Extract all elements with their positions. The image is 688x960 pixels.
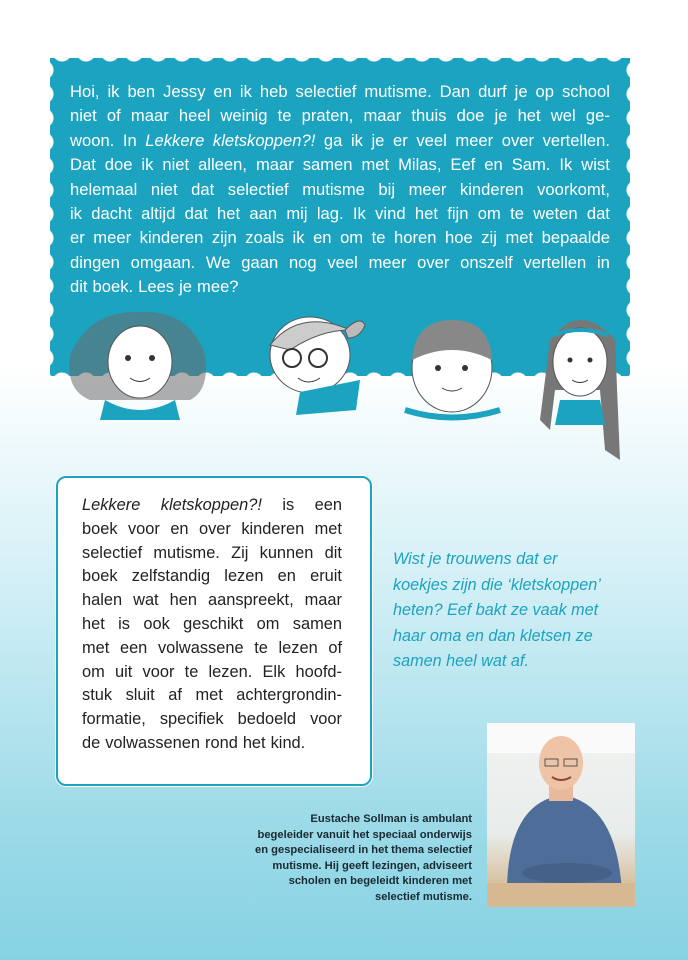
word: aanspreekt, [207, 591, 294, 610]
word: geschikt [183, 614, 244, 633]
text-line [82, 732, 342, 756]
word: rond [205, 733, 238, 752]
word: mutisme. [364, 82, 432, 101]
word: heb [259, 82, 288, 101]
text-line [70, 104, 610, 128]
word: maar [363, 106, 402, 126]
word: zij [481, 228, 497, 248]
word: en [170, 519, 189, 538]
word: Sam. [511, 155, 551, 175]
word: bepaalde [541, 228, 610, 248]
book-title-word: kletskoppen?! [160, 496, 262, 514]
bio-line: selectief mutisme. [374, 890, 472, 903]
word: uit [115, 662, 133, 681]
fact-line: koekjes zijn die ‘kletskoppen’ [393, 575, 601, 594]
word: dat [586, 204, 610, 224]
word: wist [581, 155, 610, 175]
word: hen [169, 591, 197, 610]
word: kunnen [259, 543, 314, 562]
word: eruit [310, 567, 342, 586]
word: ik [107, 82, 120, 101]
word: volwassene [157, 638, 244, 657]
word: kinderen [459, 179, 524, 199]
word: bij [378, 179, 396, 199]
word: en [484, 155, 503, 175]
word: meer [408, 179, 447, 199]
word: dat [191, 179, 215, 199]
book-title-word: Lekkere [82, 496, 141, 514]
word: kinderen [241, 519, 305, 538]
word: dacht [91, 204, 132, 224]
word: dingen [70, 252, 120, 272]
word: fijn [447, 204, 469, 224]
word: kind. [270, 733, 306, 752]
word: Lees [138, 277, 175, 297]
word: met [314, 519, 342, 538]
word: altijd [141, 204, 176, 224]
word: het [242, 733, 266, 752]
text-line [82, 637, 342, 661]
word: op [535, 82, 554, 101]
character-eef [270, 317, 365, 415]
word: boek [82, 519, 118, 538]
word: hoe [445, 228, 473, 248]
book-title-word: kletskoppen?! [212, 130, 316, 150]
word: voor [310, 710, 342, 729]
fact-text [393, 547, 653, 675]
word: Jessy [163, 82, 206, 101]
word: heel [178, 106, 211, 126]
text-line [82, 518, 342, 542]
character-jessy [69, 312, 206, 420]
text-line [82, 661, 342, 685]
word: een [314, 496, 342, 514]
word: om [82, 662, 105, 681]
word: ge- [585, 106, 610, 126]
word: doe [456, 106, 485, 126]
word: te [371, 228, 386, 248]
word: dit [324, 543, 342, 562]
word: We [205, 252, 231, 272]
word: dat [184, 204, 208, 224]
text-line [70, 178, 610, 202]
word: In [122, 130, 137, 150]
word: te [510, 204, 524, 224]
fact-line: haar oma en dan kletsen ze [393, 626, 593, 645]
word: je [494, 106, 508, 126]
word: je [371, 130, 385, 150]
word: over [501, 130, 535, 150]
word: voor [127, 519, 160, 538]
word: voor [142, 662, 175, 681]
word: Zij [231, 543, 249, 562]
word: wat [133, 591, 159, 610]
word: meer [368, 252, 407, 272]
book-title-word: Lekkere [145, 130, 205, 150]
word: woon. [70, 130, 115, 150]
word: er [393, 130, 408, 150]
word: om [340, 228, 364, 248]
word: formatie, [82, 710, 146, 729]
word: thuis [411, 106, 447, 126]
word: maar [255, 155, 294, 175]
word: boek. [92, 277, 134, 297]
word: om [477, 204, 501, 224]
word: mutisme. [153, 543, 220, 562]
word: over [417, 252, 450, 272]
word: te [184, 662, 199, 681]
word: lag. [316, 204, 344, 224]
fact-line: Wist je trouwens dat er [393, 550, 558, 568]
word: ik [292, 228, 305, 248]
word: veel [416, 130, 447, 150]
word: het [414, 204, 438, 224]
word: ik [141, 155, 154, 175]
word: te [277, 106, 292, 126]
text-line [82, 589, 342, 613]
word: alleen, [198, 155, 247, 175]
character-sam [540, 320, 620, 460]
word: en [213, 82, 232, 101]
word: over [198, 519, 231, 538]
word: selectief [227, 179, 289, 199]
text-line [70, 251, 610, 275]
word: aan [249, 204, 278, 224]
word: niet [150, 179, 178, 199]
word: dit [70, 277, 88, 297]
word: om [256, 614, 280, 633]
word: volwassenen [105, 733, 200, 752]
bio-line: begeleider vanuit het speciaal onderwijs [257, 828, 472, 841]
word: met [82, 638, 110, 657]
word: boek [82, 567, 118, 586]
word: niet [70, 106, 97, 126]
word: Ik [352, 204, 366, 224]
word: voorkomt, [537, 179, 610, 199]
word: met [195, 686, 223, 705]
word: onszelf [460, 252, 513, 272]
word: en [277, 567, 296, 586]
text-line [70, 153, 610, 177]
word: selectief [82, 543, 143, 562]
text-line [82, 565, 342, 589]
word: met [361, 155, 390, 175]
word: Dat [70, 155, 96, 175]
word: mee? [197, 277, 239, 297]
word: Eef [450, 155, 476, 175]
word: het [517, 106, 541, 126]
word: meer [93, 228, 132, 248]
word: kinderen [139, 228, 204, 248]
word: meer [455, 130, 494, 150]
word: veel [327, 252, 358, 272]
word: ik [70, 204, 82, 224]
scallop-border-left [44, 58, 56, 376]
word: er [70, 228, 85, 248]
word: weten [533, 204, 578, 224]
word: helemaal [70, 179, 138, 199]
description-text [82, 494, 342, 756]
word: maar [304, 591, 342, 610]
text-line [82, 542, 342, 566]
word: of [106, 106, 121, 126]
word: je [514, 82, 528, 101]
author-photo [487, 723, 635, 907]
author-bio [220, 812, 472, 906]
word: het [216, 204, 241, 224]
word: zijn [211, 228, 237, 248]
word: maar [130, 106, 169, 126]
word: niet [162, 155, 190, 175]
word: vind [375, 204, 406, 224]
text-line [70, 202, 610, 226]
word: is [118, 614, 130, 633]
word: de [82, 733, 101, 752]
word: Dan [439, 82, 471, 101]
word: omgaan. [130, 252, 196, 272]
word: gaan [241, 252, 279, 272]
word: sluit [125, 686, 155, 705]
word: ben [127, 82, 156, 101]
bio-line: scholen en begeleidt kinderen met [288, 875, 472, 888]
word: bedoeld [237, 710, 297, 729]
word: doe [104, 155, 133, 175]
bio-line: en gespecialiseerd in het thema selectief [254, 844, 472, 857]
text-line [70, 226, 610, 250]
fact-line: samen heel wat af. [393, 652, 529, 671]
word: hoofd- [295, 662, 342, 681]
word: Elk [262, 662, 286, 681]
word: in [596, 252, 610, 272]
word: lezen [224, 567, 264, 586]
word: nog [288, 252, 317, 272]
text-line [82, 613, 342, 637]
word: mij [286, 204, 308, 224]
word: te [254, 638, 268, 657]
word: zoals [245, 228, 285, 248]
bio-line: Eustache Sollman is ambulant [310, 813, 472, 825]
word: en [313, 228, 332, 248]
word: of [328, 638, 342, 657]
text-line [82, 708, 342, 732]
word: ook [143, 614, 170, 633]
word: horen [394, 228, 437, 248]
bio-line: mutisme. Hij geeft lezingen, adviseert [272, 859, 472, 872]
word: af [168, 686, 182, 705]
word: wel [550, 106, 576, 126]
word: ik [350, 130, 363, 150]
text-line [70, 80, 610, 104]
word: ga [323, 130, 343, 150]
word: vertellen [523, 252, 587, 272]
text-line [82, 684, 342, 708]
text-line [70, 275, 610, 299]
word: specifiek [159, 710, 224, 729]
scallop-border-top [50, 52, 630, 64]
word: school [561, 82, 610, 101]
word: mutisme [302, 179, 365, 199]
word: met [505, 228, 534, 248]
word: je [179, 277, 193, 297]
word: zelfstandig [131, 567, 211, 586]
word: is [282, 496, 295, 514]
word: een [119, 638, 148, 657]
intro-text [70, 80, 610, 300]
word: Milas, [398, 155, 442, 175]
children-illustration [60, 300, 630, 470]
word: halen [82, 591, 123, 610]
word: Ik [559, 155, 573, 175]
word: weinig [220, 106, 268, 126]
word: lezen [278, 638, 318, 657]
text-line [70, 129, 610, 153]
word: durf [478, 82, 507, 101]
word: samen [292, 614, 342, 633]
word: het [82, 614, 105, 633]
word: lezen. [208, 662, 253, 681]
text-line [82, 494, 342, 518]
word: ik [239, 82, 252, 101]
word: samen [302, 155, 353, 175]
word: vertellen. [542, 130, 610, 150]
fact-line: heten? Eef bakt ze vaak met [393, 601, 599, 620]
word: stuk [82, 686, 113, 705]
word: praten, [301, 106, 354, 126]
character-milas [405, 320, 500, 418]
word: achtergrondin- [236, 686, 342, 705]
word: Hoi, [70, 82, 100, 101]
word: selectief [295, 82, 357, 101]
